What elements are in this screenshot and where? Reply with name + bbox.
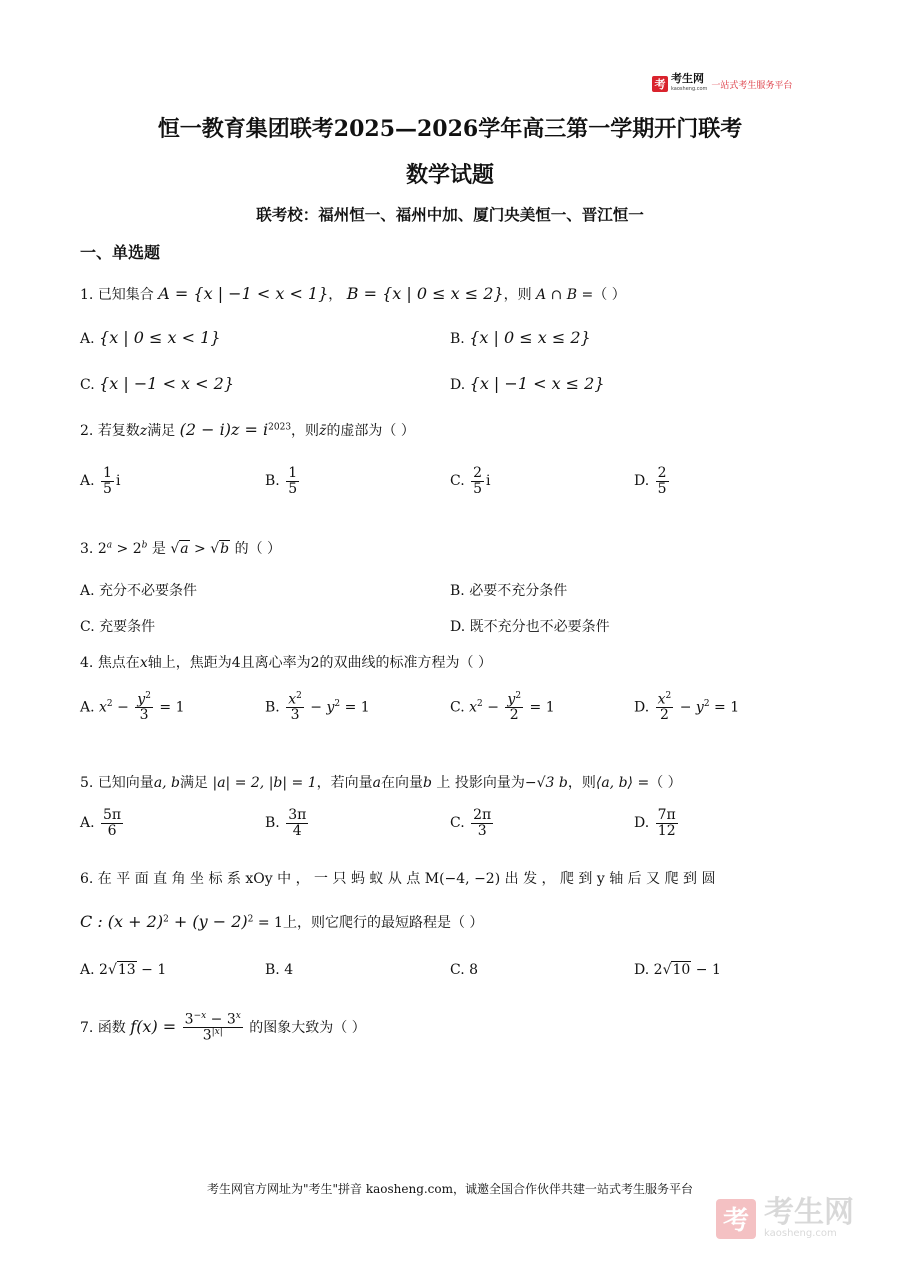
q3-option-b[interactable]: B. 必要不充分条件 bbox=[450, 583, 568, 599]
q4-option-a[interactable]: A. $x^2$ − $\frac{y^2}{3}$ = 1 bbox=[80, 691, 185, 724]
question-4: 4. 焦点在x轴上，焦距为4且离心率为2的双曲线的标准方程为（ ） bbox=[80, 655, 492, 671]
logo-slogan: 一站式考生服务平台 bbox=[711, 80, 793, 91]
q1-option-c[interactable]: C. {x | −1 < x < 2} bbox=[80, 374, 235, 393]
exam-schools: 联考校：福州恒一、福州中加、厦门央美恒一、晋江恒一 bbox=[256, 205, 644, 224]
kaosheng-watermark: 考 考生网 kaosheng.com bbox=[716, 1198, 854, 1239]
q2-option-c[interactable]: C. $\frac{2}{5}$ i bbox=[450, 465, 491, 497]
q5-option-d[interactable]: D. $\frac{7\pi}{12}$ bbox=[634, 807, 676, 839]
q2-option-a[interactable]: A. $\frac{1}{5}$ i bbox=[80, 465, 121, 497]
question-3: 3. $2^a > 2^b$ 是 √a > √b 的（ ） bbox=[80, 540, 282, 557]
q5-option-c[interactable]: C. $\frac{2\pi}{3}$ bbox=[450, 807, 492, 839]
watermark-logo-icon: 考 bbox=[716, 1199, 756, 1239]
q4-option-d[interactable]: D. $\frac{x^2}{2}$ − $y^2 = 1$ bbox=[634, 691, 740, 724]
q1-option-d[interactable]: D. {x | −1 < x ≤ 2} bbox=[450, 374, 605, 393]
question-2: 2. 若复数z满足 $(2 - i)z = i^{2023}$，则z̄的虚部为（ ） bbox=[80, 420, 415, 439]
intersection: A ∩ B = bbox=[536, 287, 594, 303]
q5-option-b[interactable]: B. $\frac{3\pi}{4}$ bbox=[265, 807, 307, 839]
q6-option-a[interactable]: A. 2√13 − 1 bbox=[80, 962, 167, 978]
exam-subject: 数学试题 bbox=[405, 162, 494, 188]
logo-brand: 考生网 kaosheng.com bbox=[671, 72, 708, 92]
question-1: 1. 已知集合 A = {x | −1 < x < 1}， B = {x | 0 ≤ x ≤ 2}，则 A ∩ B =（ ） bbox=[80, 284, 626, 303]
q3-option-d[interactable]: D. 既不充分也不必要条件 bbox=[450, 619, 610, 635]
kaosheng-logo-icon: 考 bbox=[652, 76, 668, 92]
q5-option-a[interactable]: A. $\frac{5\pi}{6}$ bbox=[80, 807, 122, 839]
q6-option-b[interactable]: B. 4 bbox=[265, 962, 294, 978]
q4-option-c[interactable]: C. $x^2$ − $\frac{y^2}{2}$ = 1 bbox=[450, 691, 555, 724]
question-5: 5. 已知向量a, b满足 |a| = 2, |b| = 1，若向量a在向量b 上 投影向量为−√3 b，则⟨a, b⟩ =（ ） bbox=[80, 775, 682, 791]
section-heading: 一、单选题 bbox=[80, 243, 161, 262]
set-b: B = {x | 0 ≤ x ≤ 2} bbox=[346, 284, 504, 303]
q4-option-b[interactable]: B. $\frac{x^2}{3}$ − $y^2 = 1$ bbox=[265, 691, 370, 724]
q6-option-d[interactable]: D. 2√10 − 1 bbox=[634, 962, 721, 978]
question-7: 7. 函数 f(x) = $\frac{3^{-x} - 3^x}{3^{|x|}}$ 的图象大致为（ ） bbox=[80, 1011, 366, 1044]
logo-domain: kaosheng.com bbox=[671, 86, 708, 92]
q1-option-b[interactable]: B. {x | 0 ≤ x ≤ 2} bbox=[450, 328, 591, 347]
q6-option-c[interactable]: C. 8 bbox=[450, 962, 479, 978]
q3-option-c[interactable]: C. 充要条件 bbox=[80, 619, 156, 635]
question-6-line-2: C : $(x + 2)^2 + (y - 2)^2 = 1$上，则它爬行的最短路程是（ ） bbox=[80, 912, 484, 931]
brand-logo[interactable] bbox=[652, 74, 792, 94]
q2-option-b[interactable]: B. $\frac{1}{5}$ bbox=[265, 465, 298, 497]
question-6-line-1: 6. 在 平 面 直 角 坐 标 系 xOy 中 ， 一 只 蚂 蚁 从 点 M(−4, −2) 出 发 ， 爬 到 y 轴 后 又 爬 到 圆 bbox=[80, 871, 716, 887]
set-a: A = {x | −1 < x < 1} bbox=[158, 284, 329, 303]
q2-option-d[interactable]: D. $\frac{2}{5}$ bbox=[634, 465, 667, 497]
exam-title: 恒一教育集团联考2025—2026学年高三第一学期开门联考 bbox=[157, 116, 743, 142]
q3-option-a[interactable]: A. 充分不必要条件 bbox=[80, 583, 198, 599]
page-footer: 考生网官方网址为"考生"拼音 kaosheng.com，诚邀全国合作伙伴共建一站式考生服务平台 bbox=[206, 1182, 694, 1196]
q1-option-a[interactable]: A. {x | 0 ≤ x < 1} bbox=[80, 328, 221, 347]
